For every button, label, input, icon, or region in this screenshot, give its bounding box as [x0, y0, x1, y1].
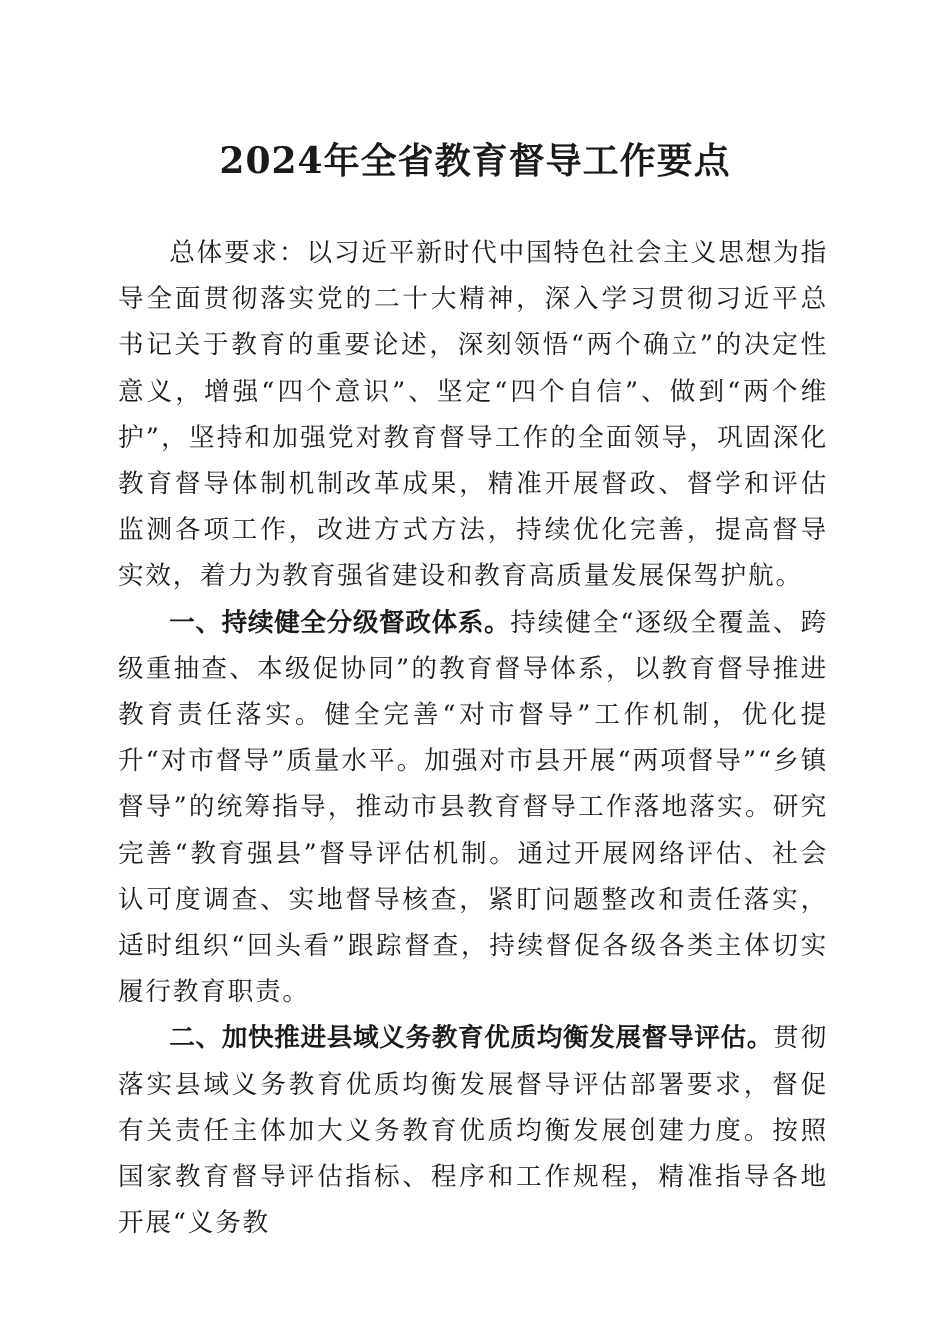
paragraph-text: 持续健全“逐级全覆盖、跨级重抽查、本级促协同”的教育督导体系，以教育督导推进教育责任落实。健全完善“对市督导”工作机制，优化提升“对市督导”质量水平。加强对市县开展“两项督导”“乡镇督导”的统筹指导，推动市县教育督导工作落地落实。研究完善“教育强县”督导评估机制。通过开展网络评估、社会认可度调查、实地督导核查，紧盯问题整改和责任落实，适时组织“回头看”跟踪督查，持续督促各级各类主体切实履行教育职责。: [118, 607, 828, 1008]
section-heading: 一、持续健全分级督政体系。: [169, 607, 511, 638]
paragraph-text: 贯彻落实县域义务教育优质均衡发展督导评估部署要求，督促有关责任主体加大义务教育优质均衡发展创建力度。按照国家教育督导评估指标、程序和工作规程，精准指导各地开展“义务教: [118, 1023, 828, 1239]
section-heading: 二、加快推进县域义务教育优质均衡发展督导评估。: [169, 1023, 774, 1054]
document-body: [118, 230, 828, 1246]
paragraph-section-1: [118, 600, 828, 1016]
paragraph-general-requirements: [118, 230, 828, 600]
paragraph-text: 总体要求：以习近平新时代中国特色社会主义思想为指导全面贯彻落实党的二十大精神，深入学习贯彻习近平总书记关于教育的重要论述，深刻领悟“两个确立”的决定性意义，增强“四个意识”、坚定“四个自信”、做到“两个维护”，坚持和加强党对教育督导工作的全面领导，巩固深化教育督导体制机制改革成果，精准开展督政、督学和评估监测各项工作，改进方式方法，持续优化完善，提高督导实效，着力为教育强省建设和教育高质量发展保驾护航。: [118, 238, 828, 592]
paragraph-section-2: [118, 1015, 828, 1246]
document-title: 2024年全省教育督导工作要点: [219, 140, 731, 182]
